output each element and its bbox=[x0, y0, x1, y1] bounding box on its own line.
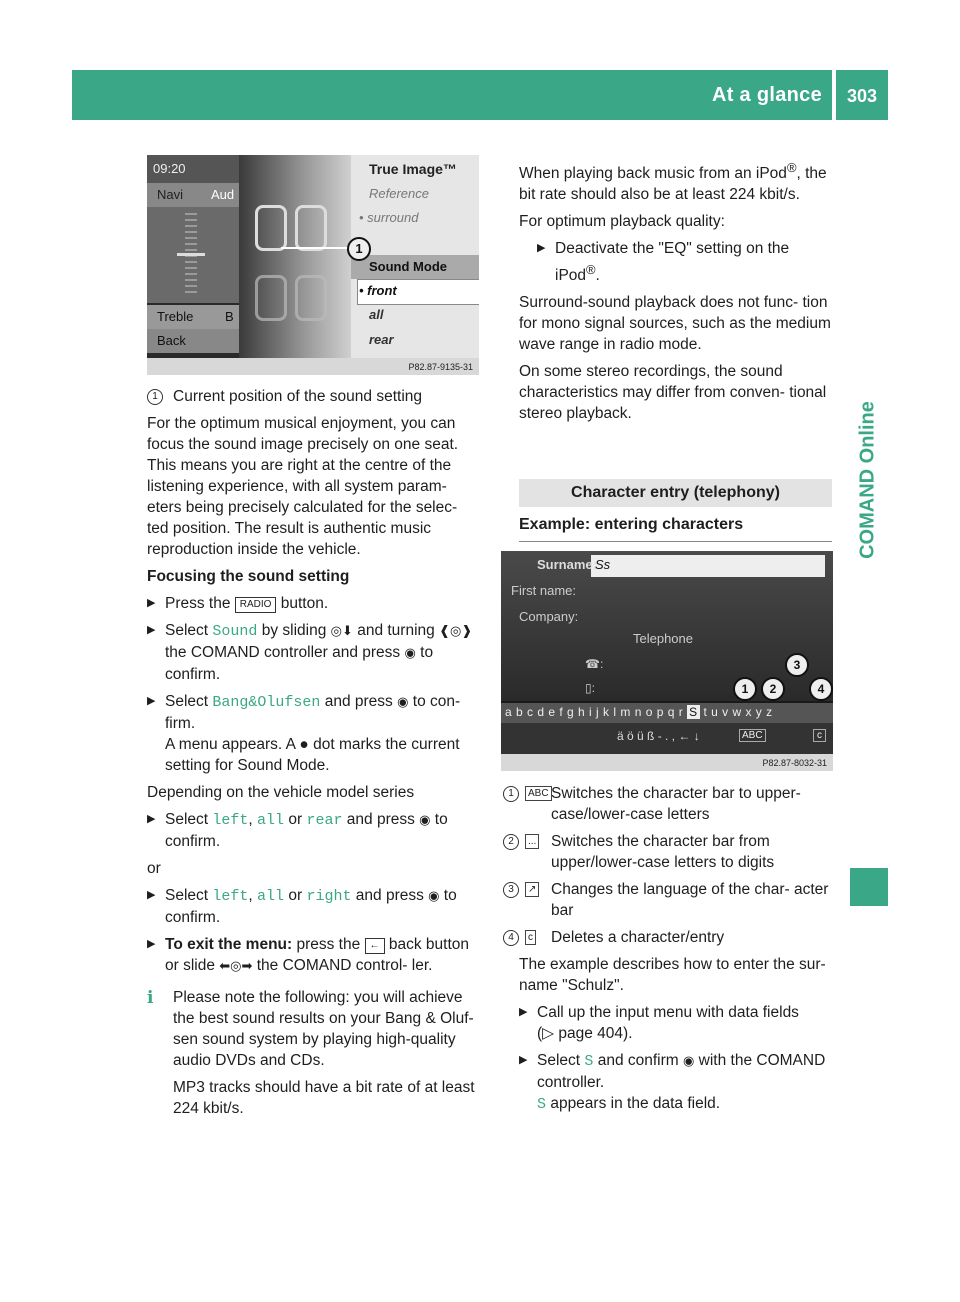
step-select-sound: ▶ Select Sound by sliding ◎⬇ and turning ❰◎❱ the COMAND controller and press ◉ to confirm. bbox=[147, 622, 473, 683]
callout: 1 bbox=[733, 677, 757, 701]
legend-item: 1 ABC Switches the character bar to upper- case/lower-case letters bbox=[503, 783, 835, 825]
screen-mode: rear bbox=[369, 332, 394, 347]
screenshot-code: P82.87-8032-31 bbox=[762, 758, 827, 768]
step-arrow-icon: ▶ bbox=[519, 1054, 528, 1066]
step-select-left-all-right: ▶ Select left, all or right and press ◉ to confirm. bbox=[147, 887, 457, 926]
paragraph: The example describes how to enter the sur- name "Schulz". bbox=[519, 956, 826, 994]
right-column bbox=[519, 157, 835, 430]
controller-press-icon: ◉ bbox=[428, 889, 440, 904]
step-arrow-icon: ▶ bbox=[147, 938, 156, 950]
screen-treble-b: B bbox=[225, 309, 234, 324]
paragraph: When playing back music from an iPod®, the bit rate should also be at least 224 kbit/s. bbox=[519, 160, 827, 204]
left-column bbox=[147, 386, 479, 1125]
step-exit-menu: ▶ To exit the menu: press the ← back button or slide ⬅◎➡ the COMAND control- ler. bbox=[147, 936, 469, 974]
legend-item: 4 c Deletes a character/entry bbox=[503, 927, 835, 948]
paragraph: Surround-sound playback does not func- tion for mono signal sources, such as the medium wave range in radio mode. bbox=[519, 294, 831, 354]
screen-sound-mode: Sound Mode bbox=[369, 259, 447, 274]
language-icon: ↗ bbox=[525, 882, 539, 897]
step-select-s: ▶ Select S and confirm ◉ with the COMAND controller. S appears in the data field. bbox=[519, 1052, 826, 1113]
page-section-title: At a glance bbox=[712, 84, 822, 106]
caption-1: 1 Current position of the sound setting bbox=[147, 386, 479, 407]
section-heading-box bbox=[519, 479, 832, 507]
screen-treble: Treble bbox=[157, 309, 194, 324]
first-name-label: First name: bbox=[511, 583, 577, 598]
callout-number: 1 bbox=[503, 786, 519, 802]
back-key-icon: ← bbox=[365, 938, 385, 954]
selected-character: S bbox=[689, 705, 698, 719]
tel-field-2: ▯: bbox=[585, 681, 595, 695]
step-arrow-icon: ▶ bbox=[147, 624, 156, 636]
callout: 3 bbox=[785, 653, 809, 677]
bottom-row: ä ö ü ß - . , ← ↓ bbox=[617, 729, 700, 743]
legend-item: 3 ↗ Changes the language of the char- acter bar bbox=[503, 879, 835, 921]
side-tab-block bbox=[850, 868, 888, 906]
tel-field-1: ☎: bbox=[585, 657, 604, 671]
info-note: i Please note the following: you will achieve the best sound results on your Bang & Oluf- sen sound system by playing high-quality audio DVDs and CDs. MP3 tracks should have a bit rate of at least 224 kbit/s. bbox=[147, 988, 475, 1117]
callout: 2 bbox=[761, 677, 785, 701]
controller-press-icon: ◉ bbox=[419, 813, 431, 828]
paragraph: On some stereo recordings, the sound characteristics may differ from conven- tional stereo playback. bbox=[519, 363, 827, 423]
right-column-lower bbox=[503, 783, 835, 1121]
digits-icon: ... bbox=[525, 834, 539, 849]
delete-key: c bbox=[813, 729, 826, 742]
screen-menu-item: Reference bbox=[369, 186, 429, 201]
abc-key: ABC bbox=[739, 729, 766, 742]
abc-icon: ABC bbox=[525, 786, 552, 801]
step-deactivate-eq: ▶ Deactivate the "EQ" setting on the iPod®. bbox=[537, 240, 790, 285]
screen-time: 09:20 bbox=[153, 161, 186, 176]
sound-mode-screenshot bbox=[147, 155, 479, 375]
controller-press-icon: ◉ bbox=[404, 646, 416, 661]
step-arrow-icon: ▶ bbox=[147, 889, 156, 901]
screenshot-code: P82.87-9135-31 bbox=[408, 362, 473, 372]
controller-turn-icon: ❰◎❱ bbox=[439, 624, 473, 639]
controller-press-icon: ◉ bbox=[683, 1054, 695, 1069]
heading-focusing: Focusing the sound setting bbox=[147, 568, 350, 585]
info-icon: i bbox=[147, 988, 154, 1008]
character-bar: a b c d e f g h i j k l m n o p q r S t u v w x y z bbox=[505, 705, 773, 719]
callout-1: 1 bbox=[347, 237, 371, 261]
radio-key-icon: RADIO bbox=[235, 597, 277, 613]
step-arrow-icon: ▶ bbox=[537, 242, 546, 255]
callout-number: 2 bbox=[503, 834, 519, 850]
screen-navi: Navi bbox=[157, 187, 184, 202]
telephone-label: Telephone bbox=[633, 631, 693, 646]
page-number: 303 bbox=[846, 86, 878, 106]
side-tab bbox=[850, 380, 886, 580]
callout: 4 bbox=[809, 677, 833, 701]
screen-menu-title: True Image™ bbox=[369, 161, 457, 177]
company-label: Company: bbox=[519, 609, 579, 624]
step-arrow-icon: ▶ bbox=[147, 695, 156, 707]
screen-mode: all bbox=[369, 307, 384, 322]
example-heading: Example: entering characters bbox=[519, 516, 744, 533]
side-tab-label: COMAND Online bbox=[856, 401, 879, 559]
paragraph: Depending on the vehicle model series bbox=[147, 784, 415, 801]
step-select-bang-olufsen: ▶ Select Bang&Olufsen and press ◉ to con- firm. A menu appears. A ● dot marks the current setting for Sound Mode. bbox=[147, 693, 461, 774]
callout-number: 4 bbox=[503, 930, 519, 946]
callout-number: 1 bbox=[147, 389, 163, 405]
paragraph-or: or bbox=[147, 860, 161, 877]
paragraph: For the optimum musical enjoyment, you can focus the sound image precisely on one seat. This means you are right at the centre of the listening experience, with all system param- eters being precisely calculated for the selec- ted position. The result is authentic music reproduction inside the vehicle. bbox=[147, 415, 459, 558]
screen-mode: • front bbox=[359, 283, 397, 298]
step-press-radio: ▶ Press the RADIO button. bbox=[147, 595, 329, 612]
step-call-input-menu: ▶ Call up the input menu with data fields (▷ page 404). bbox=[519, 1004, 799, 1042]
step-arrow-icon: ▶ bbox=[519, 1006, 528, 1018]
step-arrow-icon: ▶ bbox=[147, 597, 156, 609]
legend-item: 2 ... Switches the character bar from upper/lower-case letters to digits bbox=[503, 831, 835, 873]
paragraph: For optimum playback quality: bbox=[519, 213, 725, 231]
controller-slide-icon: ◎⬇ bbox=[330, 624, 353, 639]
callout-number: 3 bbox=[503, 882, 519, 898]
controller-slide-lr-icon: ⬅◎➡ bbox=[219, 959, 253, 974]
character-entry-screenshot bbox=[501, 551, 833, 771]
surname-value: Ss bbox=[595, 557, 611, 572]
screen-audio: Aud bbox=[211, 187, 235, 202]
screen-menu-item: • surround bbox=[359, 210, 419, 225]
divider bbox=[519, 541, 832, 542]
controller-press-icon: ◉ bbox=[397, 695, 409, 710]
delete-icon: c bbox=[525, 930, 536, 945]
surname-label: Surname: bbox=[537, 557, 597, 572]
step-select-left-all-rear: ▶ Select left, all or rear and press ◉ to confirm. bbox=[147, 811, 448, 850]
step-arrow-icon: ▶ bbox=[147, 813, 156, 825]
section-heading: Character entry (telephony) bbox=[571, 484, 780, 501]
screen-back: Back bbox=[157, 333, 186, 348]
car-seats-illustration bbox=[239, 155, 351, 358]
